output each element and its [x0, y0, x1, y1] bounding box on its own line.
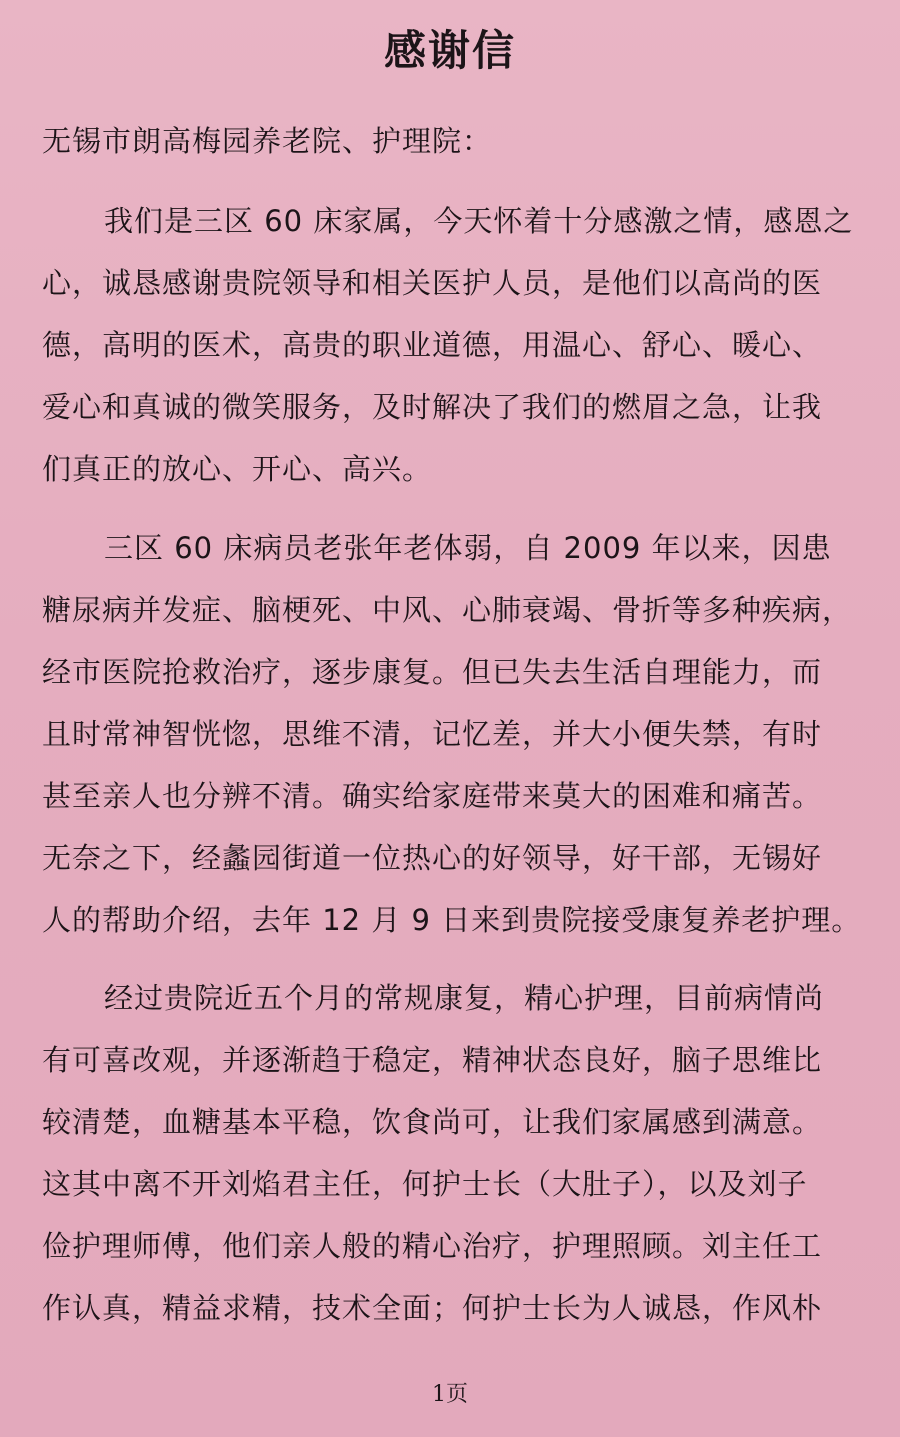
- paragraph-line: 这其中离不开刘焰君主任，何护士长（大肚子），以及刘子: [42, 1167, 808, 1201]
- paragraph-line: 较清楚，血糖基本平稳，饮食尚可，让我们家属感到满意。: [42, 1105, 823, 1139]
- salutation: 无锡市朗高梅园养老院、护理院：: [42, 124, 493, 158]
- paragraph-1: [42, 190, 872, 500]
- paragraph-line: 糖尿病并发症、脑梗死、中风、心肺衰竭、骨折等多种疾病，: [42, 593, 853, 627]
- paragraph-line: 且时常神智恍惚，思维不清，记忆差，并大小便失禁，有时: [42, 717, 823, 751]
- paragraph-line: 三区 60 床病员老张年老体弱，自 2009 年以来，因患: [104, 531, 832, 565]
- paragraph-line: 心，诚恳感谢贵院领导和相关医护人员，是他们以高尚的医: [42, 266, 823, 300]
- letter-title: 感谢信: [383, 26, 516, 75]
- paragraph-line: 德，高明的医术，高贵的职业道德，用温心、舒心、暖心、: [42, 328, 823, 362]
- paragraph-line: 经过贵院近五个月的常规康复，精心护理，目前病情尚: [104, 981, 825, 1015]
- paragraph-line: 人的帮助介绍，去年 12 月 9 日来到贵院接受康复养老护理。: [42, 903, 862, 937]
- paragraph-2: [42, 517, 872, 951]
- paragraph-line: 经市医院抢救治疗，逐步康复。但已失去生活自理能力，而: [42, 655, 823, 689]
- paragraph-line: 作认真，精益求精，技术全面；何护士长为人诚恳，作风朴: [42, 1291, 823, 1325]
- paragraph-line: 无奈之下，经蠡园街道一位热心的好领导，好干部，无锡好: [42, 841, 823, 875]
- paragraph-line: 我们是三区 60 床家属，今天怀着十分感激之情，感恩之: [104, 204, 854, 238]
- page-number: 1页: [432, 1382, 468, 1407]
- paragraph-3: [42, 967, 872, 1339]
- paragraph-line: 爱心和真诚的微笑服务，及时解决了我们的燃眉之急，让我: [42, 390, 823, 424]
- paragraph-line: 们真正的放心、开心、高兴。: [42, 452, 433, 486]
- paragraph-line: 甚至亲人也分辨不清。确实给家庭带来莫大的困难和痛苦。: [42, 779, 823, 813]
- paragraph-line: 有可喜改观，并逐渐趋于稳定，精神状态良好，脑子思维比: [42, 1043, 823, 1077]
- paragraph-line: 俭护理师傅，他们亲人般的精心治疗，护理照顾。刘主任工: [42, 1229, 823, 1263]
